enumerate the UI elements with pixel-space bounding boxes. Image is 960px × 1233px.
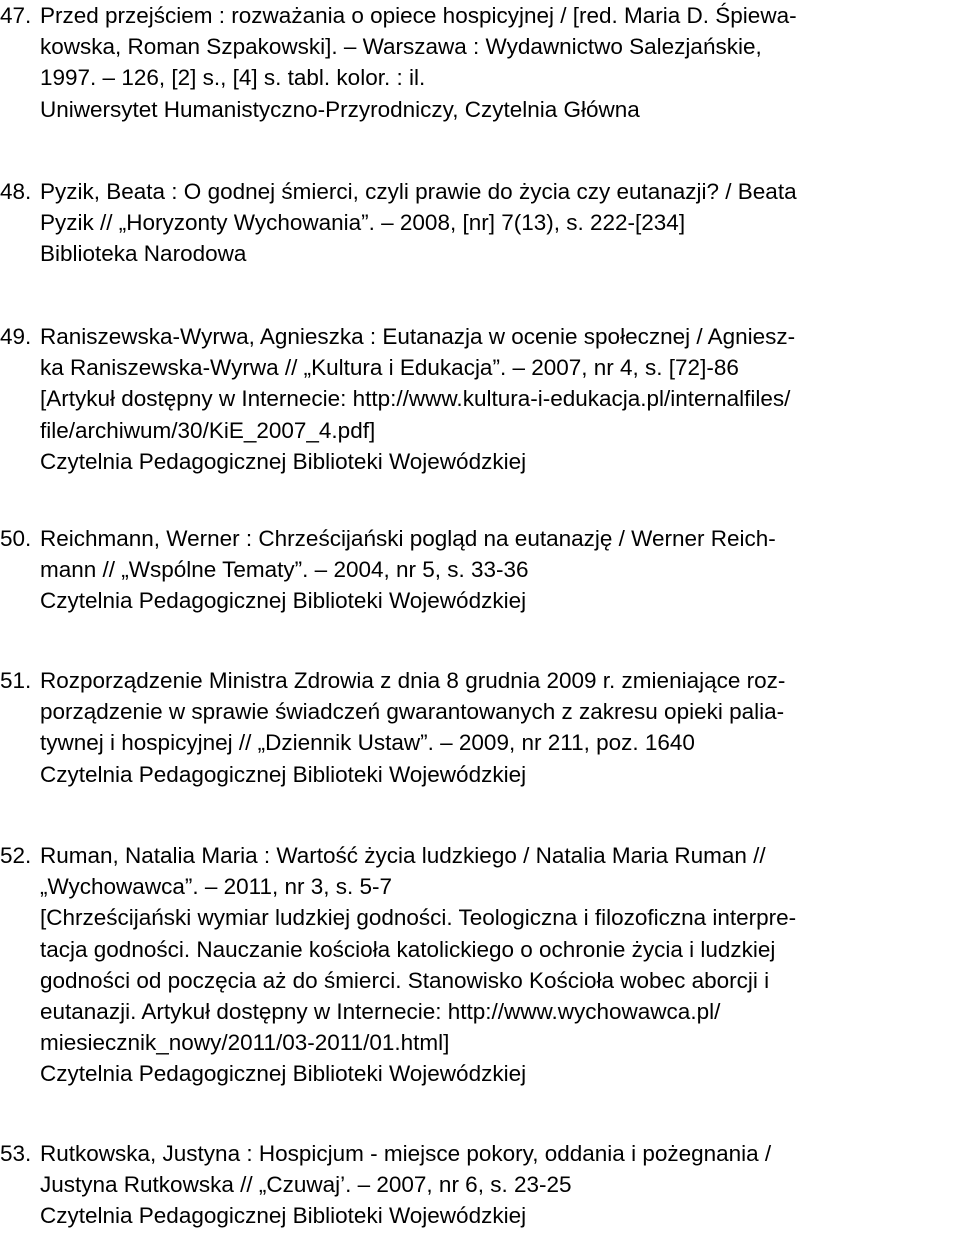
entry-text (40, 840, 958, 1090)
entry-location: Czytelnia Pedagogicznej Biblioteki Wojewódzkiej (40, 1061, 527, 1087)
entry-number: 48. (0, 179, 32, 204)
entry-line: porządzenie w sprawie świadczeń gwarantowanych z zakresu opieki palia- (40, 699, 785, 725)
entry-number: 50. (0, 526, 32, 551)
entry-text (40, 665, 958, 790)
entry-line: kowska, Roman Szpakowski]. – Warszawa : Wydawnictwo Salezjańskie, (40, 34, 762, 60)
entry-location: Czytelnia Pedagogicznej Biblioteki Wojewódzkiej (40, 761, 527, 787)
entry-text (40, 1138, 958, 1232)
entry-line: Reichmann, Werner : Chrześcijański pogląd na eutanazję / Werner Reich- (40, 526, 776, 551)
entry-location: Czytelnia Pedagogicznej Biblioteki Wojewódzkiej (40, 588, 527, 614)
entry-line: Pyzik // „Horyzonty Wychowania”. – 2008, [nr] 7(13), s. 222-[234] (40, 210, 686, 236)
entry-line: Raniszewska-Wyrwa, Agnieszka : Eutanazja w ocenie społecznej / Agniesz- (40, 324, 796, 349)
entry-line: godności od poczęcia aż do śmierci. Stanowisko Kościoła wobec aborcji i (40, 967, 770, 993)
entry-location: Uniwersytet Humanistyczno-Przyrodniczy, Czytelnia Główna (40, 96, 640, 122)
entry-text (40, 523, 958, 617)
bibliography-entry-53 (0, 1138, 960, 1232)
entry-location: Biblioteka Narodowa (40, 241, 247, 267)
entry-number: 47. (0, 3, 32, 28)
entry-line: [Artykuł dostępny w Internecie: http://www.kultura-i-edukacja.pl/internalfiles/ (40, 386, 791, 412)
entry-text (40, 321, 958, 477)
bibliography-entry-50 (0, 523, 960, 617)
bibliography-entry-48 (0, 176, 960, 270)
bibliography-entry-47 (0, 0, 960, 125)
entry-line: mann // „Wspólne Tematy”. – 2004, nr 5, s. 33-36 (40, 557, 529, 583)
entry-line: eutanazji. Artykuł dostępny w Internecie: http://www.wychowawca.pl/ (40, 999, 721, 1025)
entry-line: tywnej i hospicyjnej // „Dziennik Ustaw”. – 2009, nr 211, poz. 1640 (40, 730, 695, 756)
entry-line: „Wychowawca”. – 2011, nr 3, s. 5-7 (40, 874, 393, 900)
bibliography-entry-52 (0, 840, 960, 1090)
entry-location: Czytelnia Pedagogicznej Biblioteki Wojewódzkiej (40, 448, 527, 474)
entry-line: [Chrześcijański wymiar ludzkiej godności. Teologiczna i filozoficzna interpre- (40, 905, 797, 931)
bibliography-entry-49 (0, 321, 960, 477)
entry-line: miesiecznik_nowy/2011/03-2011/01.html] (40, 1030, 450, 1056)
entry-number: 52. (0, 843, 32, 868)
bibliography-entry-51 (0, 665, 960, 790)
entry-line: Justyna Rutkowska // „Czuwaj’. – 2007, nr 6, s. 23-25 (40, 1172, 572, 1198)
entry-line: Ruman, Natalia Maria : Wartość życia ludzkiego / Natalia Maria Ruman // (40, 843, 766, 868)
entry-line: Rozporządzenie Ministra Zdrowia z dnia 8 grudnia 2009 r. zmieniające roz- (40, 668, 786, 693)
entry-line: tacja godności. Nauczanie kościoła katolickiego o ochronie życia i ludzkiej (40, 936, 776, 962)
entry-line: file/archiwum/30/KiE_2007_4.pdf] (40, 417, 376, 443)
entry-text (40, 0, 958, 125)
entry-line: Pyzik, Beata : O godnej śmierci, czyli prawie do życia czy eutanazji? / Beata (40, 179, 797, 204)
entry-number: 53. (0, 1141, 32, 1166)
entry-line: ka Raniszewska-Wyrwa // „Kultura i Edukacja”. – 2007, nr 4, s. [72]-86 (40, 355, 739, 381)
entry-location: Czytelnia Pedagogicznej Biblioteki Wojewódzkiej (40, 1203, 527, 1229)
entry-line: Rutkowska, Justyna : Hospicjum - miejsce pokory, oddania i pożegnania / (40, 1141, 772, 1166)
entry-text (40, 176, 958, 270)
entry-number: 51. (0, 668, 32, 693)
entry-number: 49. (0, 324, 32, 349)
entry-line: Przed przejściem : rozważania o opiece hospicyjnej / [red. Maria D. Śpiewa- (40, 3, 797, 28)
entry-line: 1997. – 126, [2] s., [4] s. tabl. kolor. : il. (40, 65, 426, 91)
